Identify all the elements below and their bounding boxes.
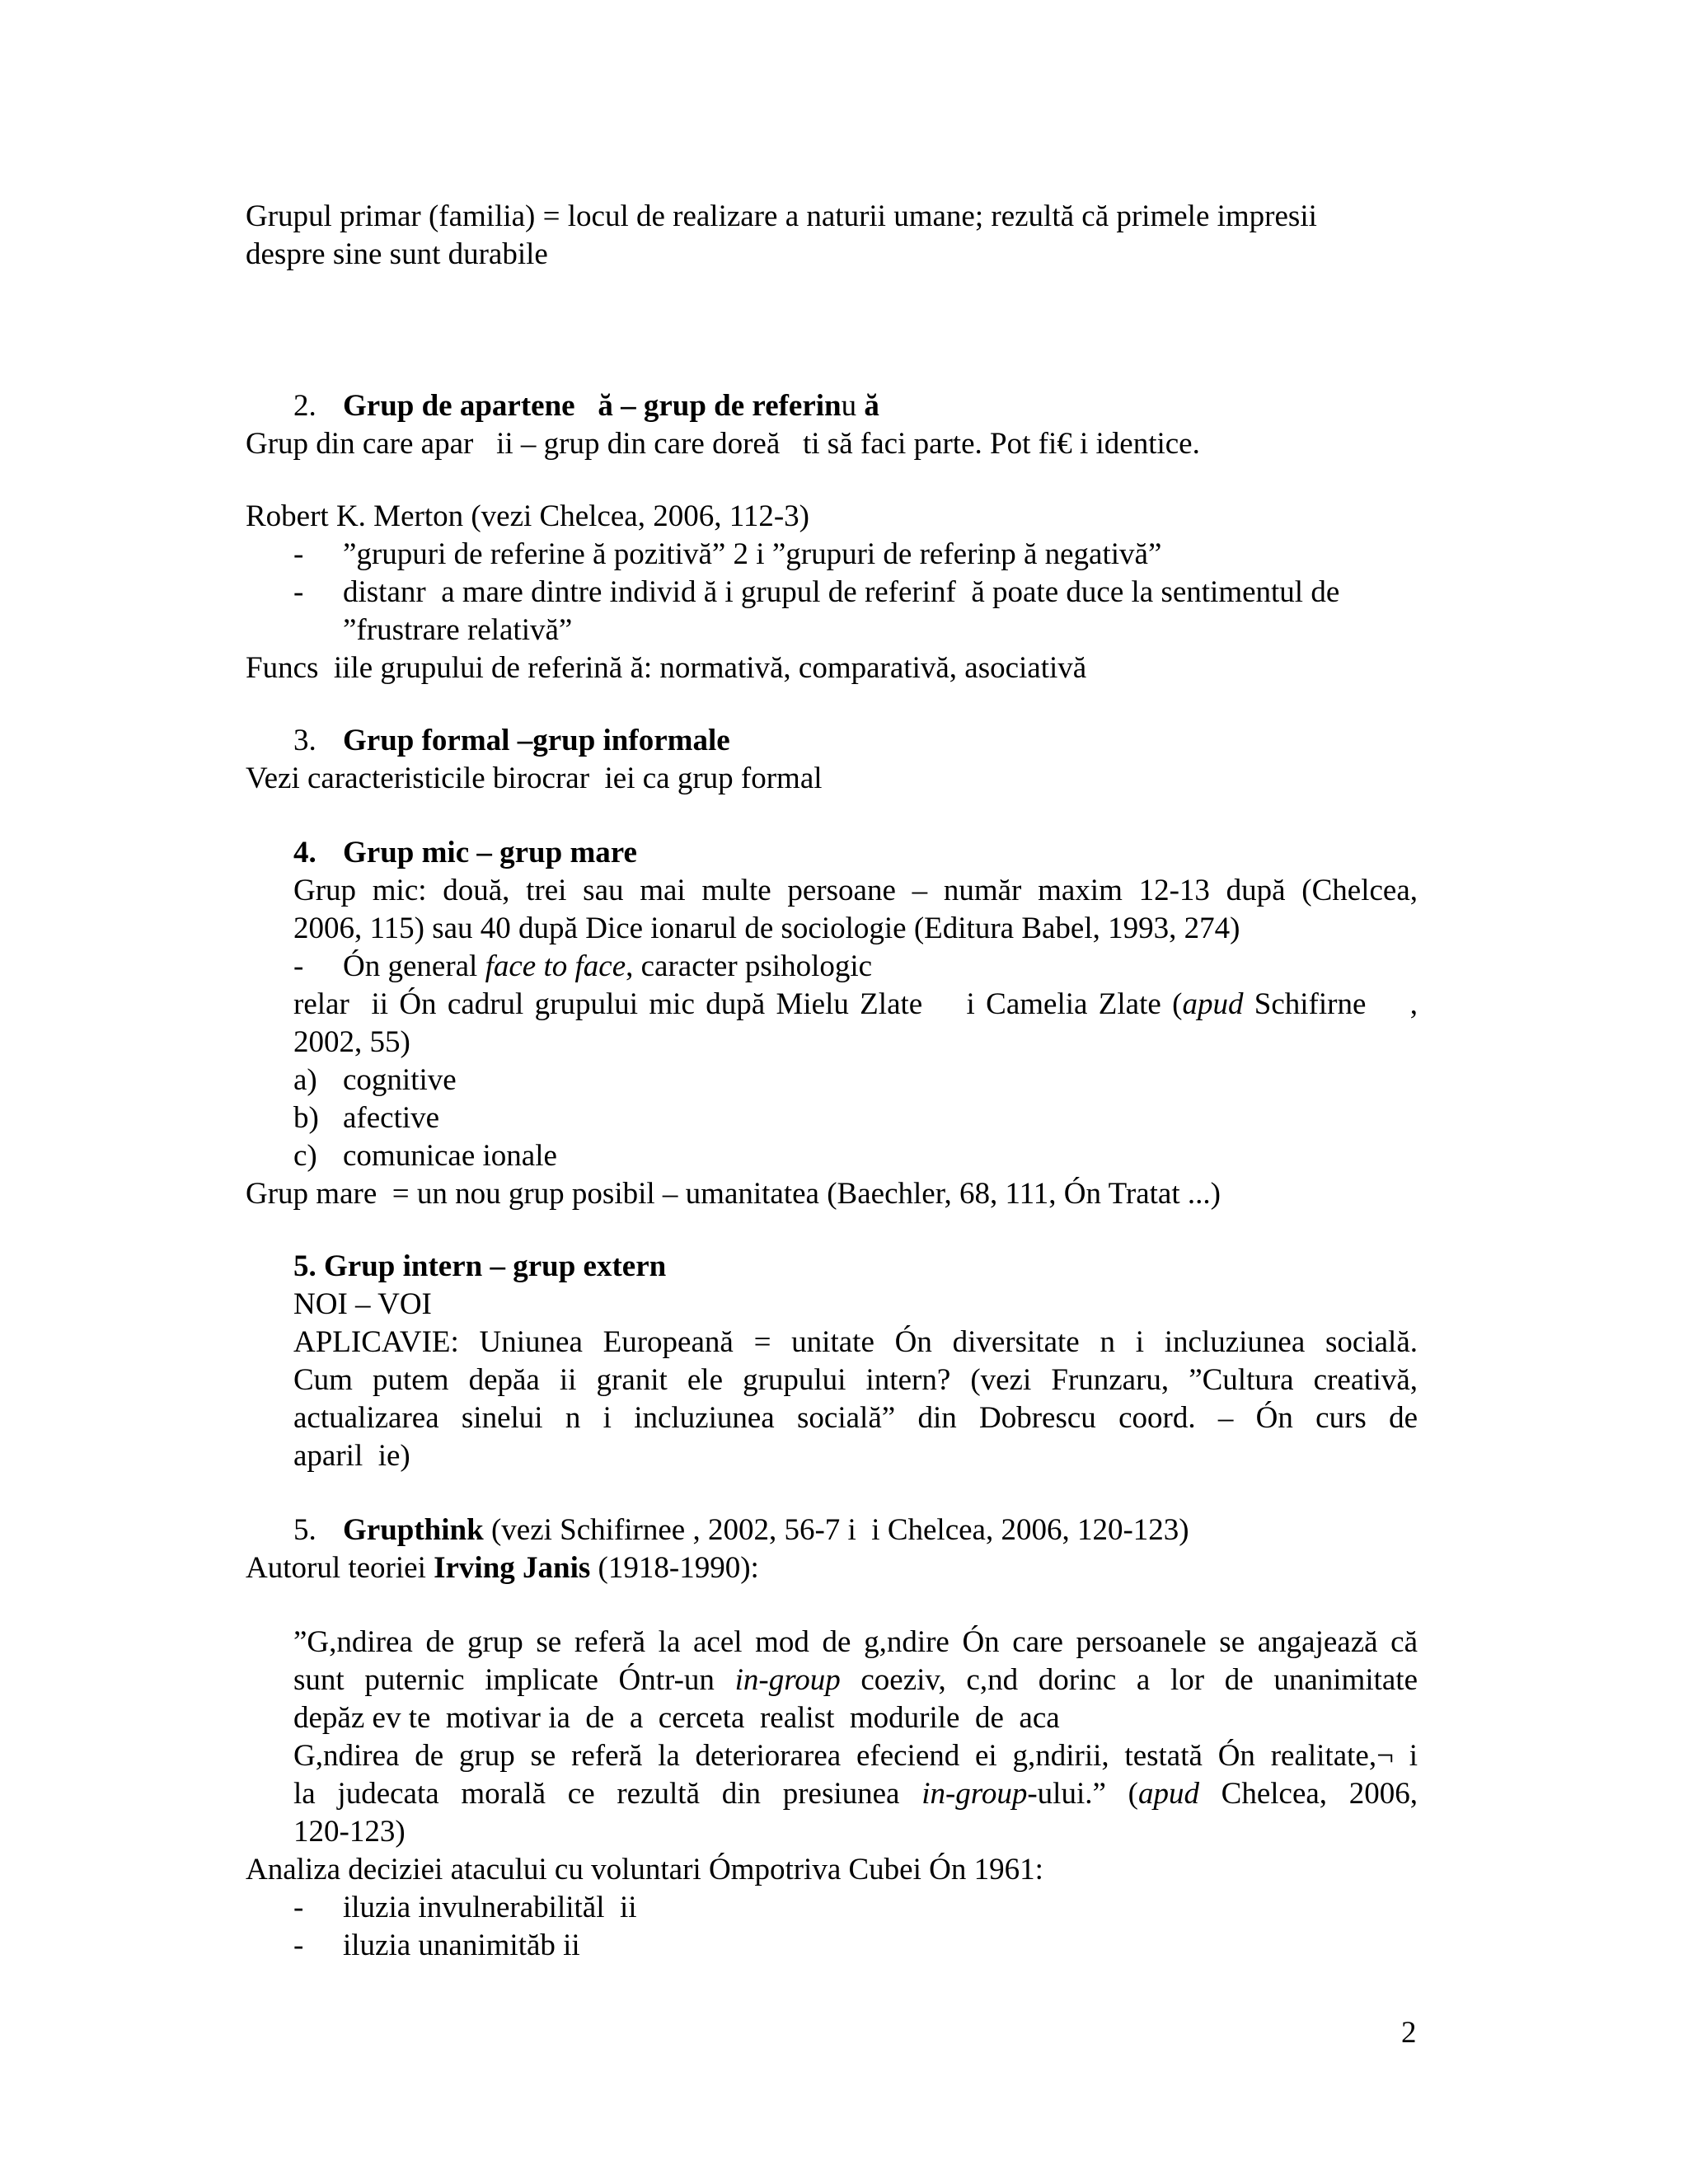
quote-5-emphasis: in-group xyxy=(921,1777,1028,1811)
small-group-line-2: 2006, 115) sau 40 după Dice ionarul de sociologie (Editura Babel, 1993, 274) xyxy=(293,912,1240,945)
bullet-dash: - xyxy=(293,537,304,571)
section-2-title-a: Grup de apartene xyxy=(343,389,575,423)
section-2-line: Grup din care apar ii – grup din care doreă ti să faci parte. Pot fi€ i identice. xyxy=(246,427,1200,461)
general-pre: Ón general xyxy=(343,949,485,983)
quote-5-emphasis-2: apud xyxy=(1137,1777,1199,1811)
relations-pre: relar ii Ón cadrul grupului mic după Mielu Zlate i Camelia Zlate ( xyxy=(293,987,1183,1021)
relations-post: Schifirne , xyxy=(1243,987,1418,1021)
list-item-c: comunicae ionale xyxy=(343,1139,557,1173)
bullet-dash: - xyxy=(293,1929,304,1962)
section-4-heading xyxy=(343,834,637,872)
section-3-title: Grup formal –grup informale xyxy=(343,724,730,757)
quote-2-emphasis: in-group xyxy=(734,1663,841,1697)
list-label-a: a) xyxy=(293,1063,317,1097)
author-post: (1918-1990): xyxy=(590,1551,759,1585)
illusion-item-2: iluzia unanimităb ii xyxy=(343,1929,580,1962)
application-line-4: aparil ie) xyxy=(293,1439,410,1473)
section-3-line: Vezi caracteristicile birocrar iei ca grup formal xyxy=(246,762,823,795)
quote-2-pre: sunt puternic implicate Óntr-un xyxy=(293,1663,735,1697)
section-2-number: 2. xyxy=(293,389,316,423)
general-post: , caracter psihologic xyxy=(626,949,873,983)
section-3-number: 3. xyxy=(293,724,316,757)
bullet-dash: - xyxy=(293,575,304,609)
quote-line-5 xyxy=(293,1775,1418,1813)
section-2-title-b: ă – grup de referin xyxy=(598,389,842,423)
section-2-title-d: ă xyxy=(864,389,879,423)
list-item-b: afective xyxy=(343,1101,440,1135)
analysis-line: Analiza deciziei atacului cu voluntari Ómpotriva Cubei Ón 1961: xyxy=(246,1853,1043,1886)
merton-bullet-2b: ”frustrare relativă” xyxy=(343,613,573,647)
section-grupthink-heading xyxy=(343,1511,1189,1549)
quote-line-6: 120-123) xyxy=(293,1815,406,1849)
application-line-2: Cum putem depăa ii granit ele grupului intern? (vezi Frunzaru, ”Cultura creativă, xyxy=(293,1363,1418,1397)
merton-reference: Robert K. Merton (vezi Chelcea, 2006, 112-3) xyxy=(246,499,809,533)
quote-5-mid: -ului.” ( xyxy=(1027,1777,1138,1811)
relations-emphasis: apud xyxy=(1182,987,1244,1021)
general-emphasis: face to face xyxy=(485,949,626,983)
author-name: Irving Janis xyxy=(434,1551,591,1585)
application-line-3: actualizarea sinelui n i incluziunea socială” din Dobrescu coord. – Ón curs de xyxy=(293,1401,1418,1435)
list-label-c: c) xyxy=(293,1139,317,1173)
relations-line-2: 2002, 55) xyxy=(293,1025,410,1059)
section-5-title: 5. Grup intern – grup extern xyxy=(293,1249,667,1283)
intro-line-2: despre sine sunt durabile xyxy=(246,237,548,271)
grupthink-reference: (vezi Schifirnee , 2002, 56-7 i i Chelcea, 2006, 120-123) xyxy=(483,1513,1189,1547)
page-number: 2 xyxy=(1401,2016,1417,2050)
list-label-b: b) xyxy=(293,1101,319,1135)
section-4-number-text: 4. xyxy=(293,836,316,869)
small-group-line-1: Grup mic: două, trei sau mai multe persoane – număr maxim 12-13 după (Chelcea, xyxy=(293,874,1418,907)
bullet-dash: - xyxy=(293,949,304,983)
illusion-item-1: iluzia invulnerabilităl ii xyxy=(343,1891,637,1924)
list-item-a: cognitive xyxy=(343,1063,457,1097)
quote-line-4: G,ndirea de grup se referă la deteriorarea efeciend ei g,ndirii, testată Ón realitate,¬ i xyxy=(293,1739,1418,1773)
quote-2-post: coeziv, c,nd dorinc a lor de unanimitate xyxy=(840,1663,1418,1697)
large-group-line: Grup mare = un nou grup posibil – umanitatea (Baechler, 68, 111, Ón Tratat ...) xyxy=(246,1177,1221,1211)
section-2-title-c: u xyxy=(841,389,857,423)
section-3-heading xyxy=(343,722,730,760)
quote-5-pre: la judecata morală ce rezultă din presiunea xyxy=(293,1777,922,1811)
merton-bullet-2a: distanr a mare dintre individ ă i grupul de referinf ă poate duce la sentimentul de xyxy=(343,575,1340,609)
section-4-title: Grup mic – grup mare xyxy=(343,836,637,869)
author-pre: Autorul teoriei xyxy=(246,1551,434,1585)
quote-5-post: Chelcea, 2006, xyxy=(1198,1777,1418,1811)
quote-line-2 xyxy=(293,1661,1418,1699)
author-line xyxy=(246,1549,759,1587)
small-group-general xyxy=(343,948,872,986)
application-line-1: APLICAVIE: Uniunea Europeană = unitate Ón diversitate n i incluziunea socială. xyxy=(293,1325,1418,1359)
section-5-heading xyxy=(293,1248,666,1286)
intro-line-1: Grupul primar (familia) = locul de realizare a naturii umane; rezultă că primele impresii xyxy=(246,199,1317,233)
bullet-dash: - xyxy=(293,1891,304,1924)
reference-group-functions: Funcs iile grupului de referină ă: normativă, comparativă, asociativă xyxy=(246,651,1087,685)
relations-line xyxy=(293,986,1418,1024)
grupthink-title: Grupthink xyxy=(343,1513,484,1547)
quote-line-3: depăz ev te motivar ia de a cerceta realist modurile de aca xyxy=(293,1701,1060,1735)
section-grupthink-number: 5. xyxy=(293,1513,316,1547)
section-2-heading xyxy=(343,387,879,425)
section-4-number xyxy=(293,834,316,872)
noi-voi: NOI – VOI xyxy=(293,1287,432,1321)
merton-bullet-1: ”grupuri de referine ă pozitivă” 2 i ”grupuri de referinp ă negativă” xyxy=(343,537,1162,571)
quote-line-1: ”G,ndirea de grup se referă la acel mod de g,ndire Ón care persoanele se angajează că xyxy=(293,1625,1418,1659)
